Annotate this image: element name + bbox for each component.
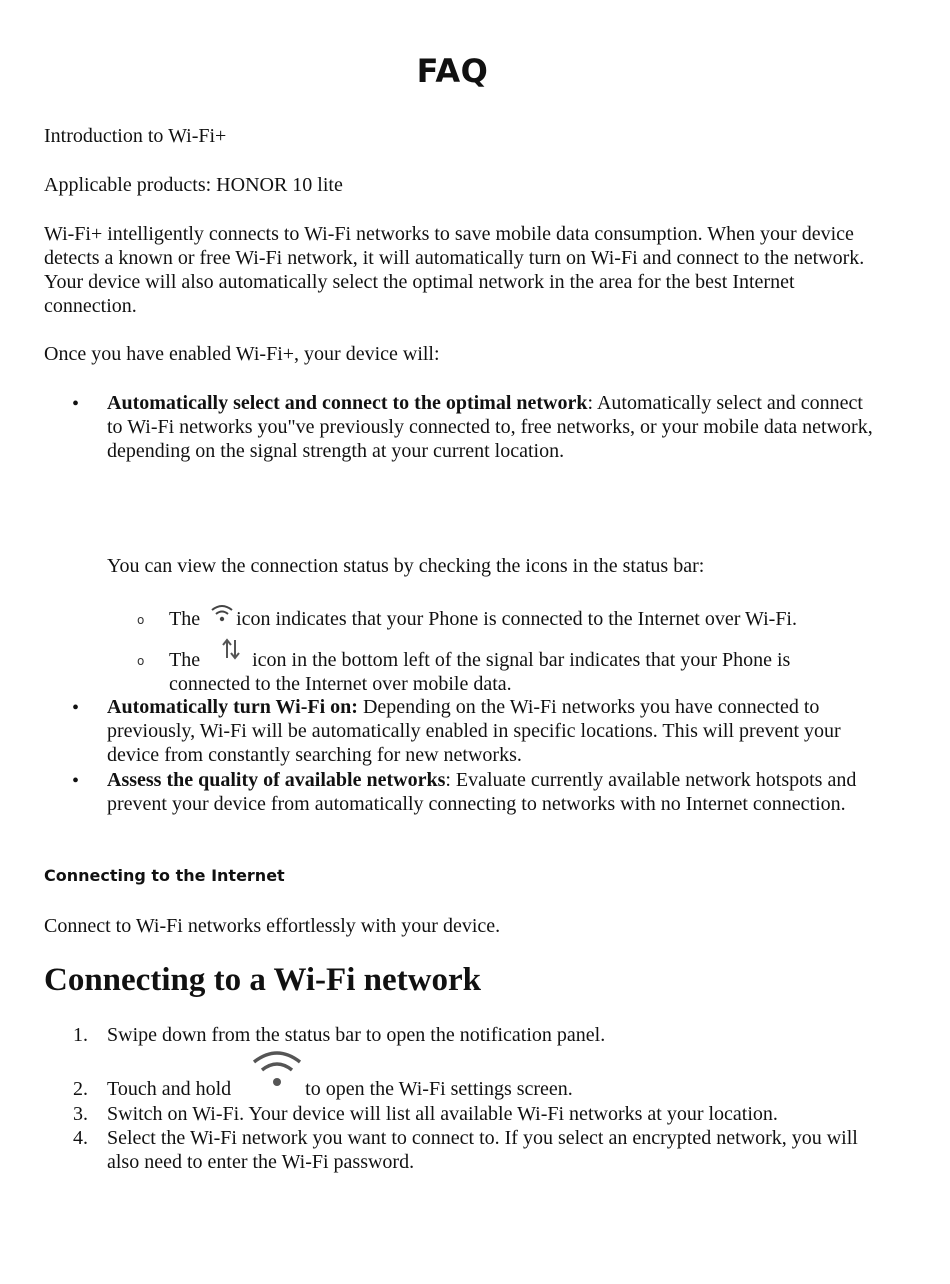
feature-text: : Automatically select and connect to Wi-Fi networks you"ve previously connected to, free networks, or your mobile data network, depending on the signal strength at your current location. [107,392,873,462]
wifi-icon [250,1048,304,1092]
intro-line: Introduction to Wi-Fi+ [44,125,227,147]
once-enabled-line: Once you have enabled Wi-Fi+, your device will: [44,343,440,365]
status-item-after: icon indicates that your Phone is connected to the Internet over Wi-Fi. [236,608,797,630]
main-heading: Connecting to a Wi-Fi network [44,962,481,998]
feature-text: Depending on the Wi-Fi networks you have connected to previously, Wi-Fi will be automatically enabled in specific locations. This will prevent your device from constantly searching for new networks. [107,696,841,766]
step-number: 2. [73,1078,88,1100]
section-heading: Connecting to the Internet [44,866,285,885]
feature-title: Assess the quality of available networks [107,769,446,791]
status-item-before: The [169,649,201,671]
step-item: Swipe down from the status bar to open the notification panel. [107,1024,606,1046]
wifi-icon [210,603,234,625]
bullet-marker: • [72,770,80,792]
feature-text: : Evaluate currently available network hotspots and prevent your device from automatically connecting to networks with no Internet connection. [107,769,857,815]
status-item-after: icon in the bottom left of the signal bar indicates that your Phone is connected to the Internet over mobile data. [169,649,791,695]
applicable-products: Applicable products: HONOR 10 lite [44,174,343,196]
step-item [107,1077,877,1101]
feature-item [107,391,877,463]
step-item: Switch on Wi-Fi. Your device will list all available Wi-Fi networks at your location. [107,1103,778,1125]
feature-item [107,768,877,816]
step-item: Select the Wi-Fi network you want to connect to. If you select an encrypted network, you will also need to enter the Wi-Fi password. [107,1127,858,1173]
feature-title: Automatically turn Wi-Fi on: [107,696,358,718]
step-number: 1. [73,1024,88,1046]
mobile-data-arrows-icon [220,638,242,660]
status-item-wifi [169,607,869,631]
sub-bullet-marker: o [137,654,145,668]
bullet-marker: • [72,697,80,719]
section-intro: Connect to Wi-Fi networks effortlessly with your device. [44,915,501,937]
feature-item [107,695,877,767]
page-title: FAQ [416,52,489,90]
step-before: Touch and hold [107,1078,232,1100]
step-number: 4. [73,1127,88,1149]
status-intro: You can view the connection status by checking the icons in the status bar: [107,555,705,577]
feature-title: Automatically select and connect to the optimal network [107,392,588,414]
sub-bullet-marker: o [137,613,145,627]
step-number: 3. [73,1103,88,1125]
status-item-before: The [169,608,201,630]
description-paragraph: Wi-Fi+ intelligently connects to Wi-Fi networks to save mobile data consumption. When your device detects a known or free Wi-Fi network, it will automatically turn on Wi-Fi and connect to the network. Your device will also automatically select the optimal network in the area for the best Internet connection. [44,223,865,317]
bullet-marker: • [72,393,80,415]
status-item-mobile-data [169,648,869,696]
step-after: to open the Wi-Fi settings screen. [305,1078,573,1100]
